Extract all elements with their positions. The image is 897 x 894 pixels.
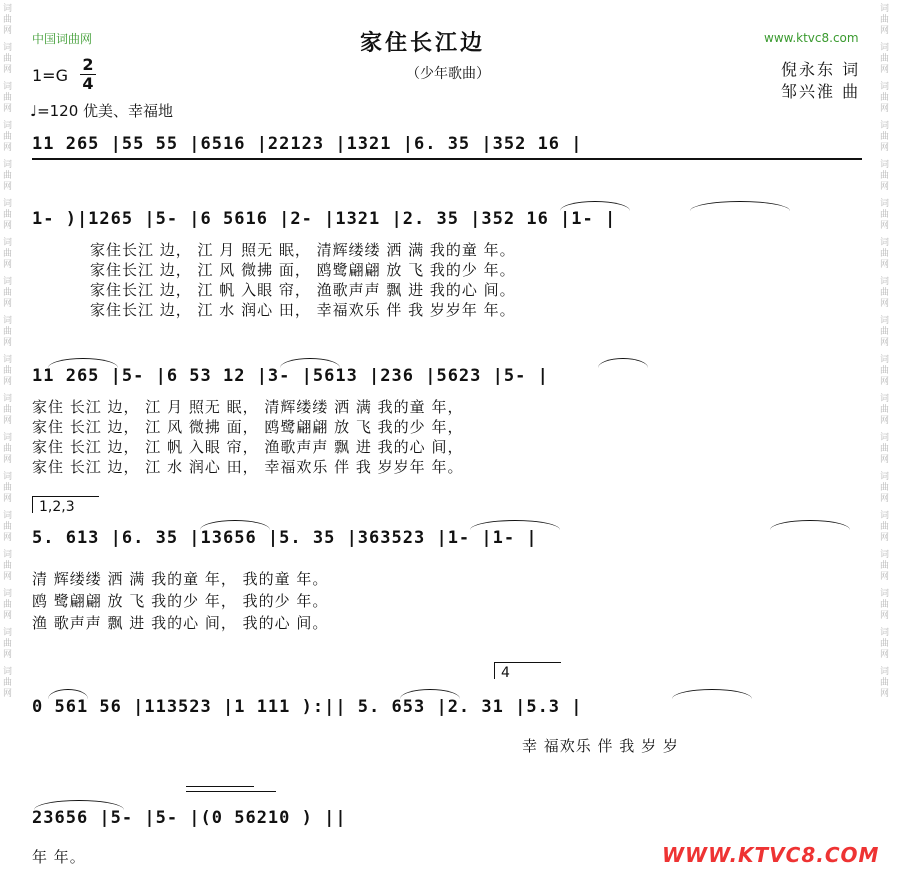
score-row-2: 1- )|1265 |5- |6 5616 |2- |1321 |2. 35 |352 16 |1- | [32,209,617,229]
watermark-text: 词 曲 网 [880,277,890,309]
lyric-line: 家住长江 边， 江 月 照无 眠， 清辉缕缕 洒 满 我的童 年。 [90,241,516,259]
line-mark [186,791,276,792]
song-title: 家住长江边 [360,31,486,56]
watermark-text: 词 曲 网 [880,199,890,231]
watermark-text: 词 曲 网 [3,550,13,582]
watermark-text: 词 曲 网 [880,628,890,660]
watermark-text: 词 曲 网 [3,277,13,309]
time-signature-top: 2 [80,56,96,75]
lyric-line: 家住 长江 边， 江 帆 入眼 帘， 渔歌声声 飘 进 我的心 间， [32,438,464,456]
watermark-text: 词 曲 网 [880,160,890,192]
watermark-text: 词 曲 网 [3,199,13,231]
watermark-text: 词 曲 网 [880,472,890,504]
watermark-text: 词 曲 网 [880,316,890,348]
lyric-line: 家住 长江 边， 江 风 微拂 面， 鸥鹭翩翩 放 飞 我的少 年， [32,418,464,436]
score-row-5: 0 561 56 |113523 |1 111 ):|| 5. 653 |2. 31 |5.3 | [32,697,583,717]
watermark-text: 词 曲 网 [880,550,890,582]
tie-slur [672,689,752,699]
watermark-text: 词 曲 网 [3,316,13,348]
key-signature: 1=G [32,66,68,85]
tie-slur [200,520,270,530]
site-name-left: 中国词曲网 [32,32,93,46]
tie-slur [560,201,630,211]
site-watermark-bottom: WWW.KTVC8.COM [662,843,880,867]
lyric-line: 家住 长江 边， 江 月 照无 眠， 清辉缕缕 洒 满 我的童 年， [32,398,464,416]
watermark-text: 词 曲 网 [3,628,13,660]
lyric-line: 幸 福欢乐 伴 我 岁 岁 [522,737,679,755]
lyric-line: 年 年。 [32,848,86,866]
volta-bracket-1: 1,2,3 [32,496,99,513]
watermark-text: 词 曲 网 [3,238,13,270]
lyric-line: 渔 歌声声 飘 进 我的心 间， 我的心 间。 [32,614,329,632]
song-subtitle: （少年歌曲） [406,66,490,82]
watermark-text: 词 曲 网 [3,82,13,114]
line-mark [186,786,254,787]
tie-slur [280,358,340,368]
tempo-marking: ♩=120 优美、幸福地 [30,102,174,120]
tie-slur [470,520,560,530]
watermark-text: 词 曲 网 [880,511,890,543]
score-row-4: 5. 613 |6. 35 |13656 |5. 35 |363523 |1- |1- | [32,528,538,548]
beam-line [32,158,862,160]
lyric-line: 家住长江 边， 江 水 润心 田， 幸福欢乐 伴 我 岁岁年 年。 [90,301,516,319]
lyric-line: 家住长江 边， 江 帆 入眼 帘， 渔歌声声 飘 进 我的心 间。 [90,281,516,299]
watermark-text: 词 曲 网 [3,160,13,192]
watermark-text: 词 曲 网 [3,394,13,426]
score-row-6: 23656 |5- |5- |(0 56210 ) || [32,808,347,828]
lyric-line: 鸥 鹭翩翩 放 飞 我的少 年， 我的少 年。 [32,592,329,610]
watermark-text: 词 曲 网 [880,4,890,36]
watermark-text: 词 曲 网 [880,355,890,387]
watermark-text: 词 曲 网 [3,43,13,75]
watermark-text: 词 曲 网 [3,472,13,504]
time-signature-bottom: 4 [82,74,94,93]
tie-slur [48,689,88,699]
watermark-text: 词 曲 网 [880,394,890,426]
side-watermark-right [880,0,894,894]
composer-credit: 邹兴淮 曲 [781,82,861,101]
watermark-text: 词 曲 网 [3,355,13,387]
watermark-text: 词 曲 网 [3,433,13,465]
side-watermark-left [3,0,17,894]
tie-slur [690,201,790,211]
watermark-text: 词 曲 网 [3,121,13,153]
lyric-line: 清 辉缕缕 洒 满 我的童 年， 我的童 年。 [32,570,329,588]
tie-slur [770,520,850,530]
watermark-text: 词 曲 网 [880,238,890,270]
score-row-1: 11 265 |55 55 |6516 |22123 |1321 |6. 35 |352 16 | [32,134,583,154]
lyricist-credit: 倪永东 词 [781,60,861,79]
watermark-text: 词 曲 网 [880,667,890,699]
lyric-line: 家住 长江 边， 江 水 润心 田， 幸福欢乐 伴 我 岁岁年 年。 [32,458,464,476]
tie-slur [400,689,460,699]
watermark-text: 词 曲 网 [3,589,13,621]
watermark-text: 词 曲 网 [880,589,890,621]
tie-slur [48,358,118,368]
watermark-text: 词 曲 网 [3,4,13,36]
watermark-text: 词 曲 网 [3,667,13,699]
time-signature [80,56,96,93]
watermark-text: 词 曲 网 [880,43,890,75]
volta-bracket-4: 4 [494,662,561,679]
tie-slur [34,800,124,810]
watermark-text: 词 曲 网 [880,121,890,153]
tie-slur [598,358,648,368]
lyric-line: 家住长江 边， 江 风 微拂 面， 鸥鹭翩翩 放 飞 我的少 年。 [90,261,516,279]
site-url-right: www.ktvc8.com [764,31,859,45]
score-row-3: 11 265 |5- |6 53 12 |3- |5613 |236 |5623 |5- | [32,366,549,386]
watermark-text: 词 曲 网 [880,433,890,465]
watermark-text: 词 曲 网 [3,511,13,543]
watermark-text: 词 曲 网 [880,82,890,114]
